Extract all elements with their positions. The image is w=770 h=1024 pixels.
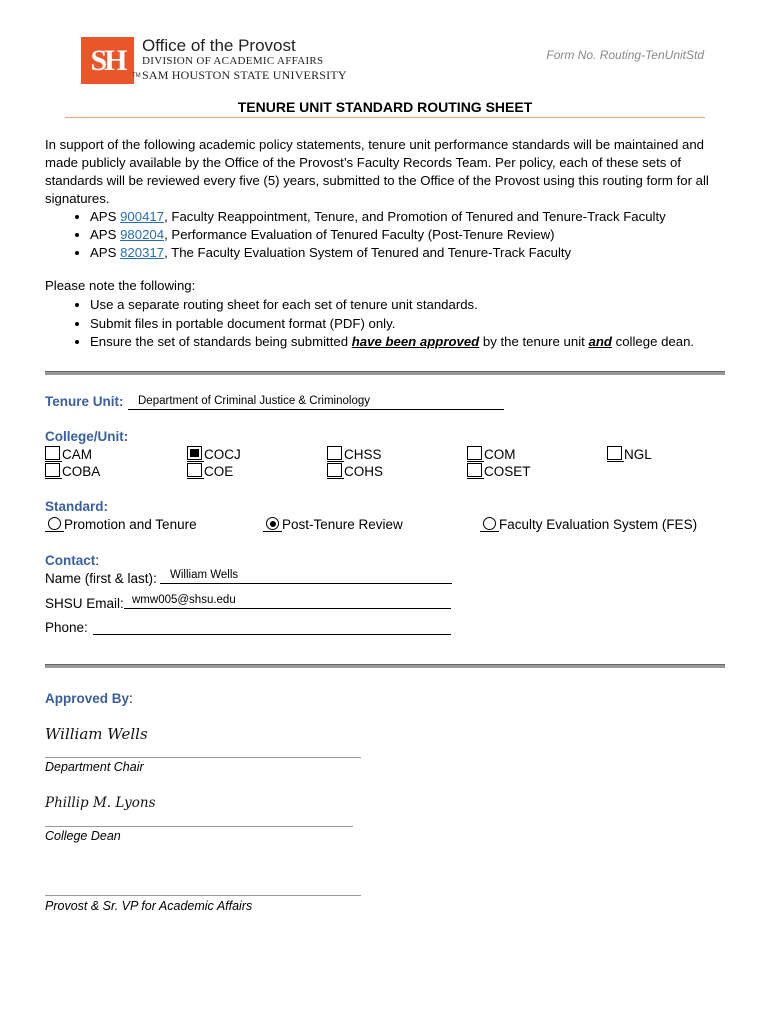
notes-list bbox=[45, 296, 745, 352]
policy-link[interactable]: 820317 bbox=[120, 245, 165, 260]
note-item: • Submit files in portable document format (PDF) only. bbox=[90, 315, 745, 334]
contact-name-label: Name (first & last): bbox=[45, 571, 157, 586]
contact-email-label: SHSU Email: bbox=[45, 596, 124, 611]
college-unit-label: College/Unit: bbox=[45, 429, 129, 444]
policy-link[interactable]: 980204 bbox=[120, 227, 165, 242]
standard-option-post-tenure[interactable]: Post-Tenure Review bbox=[263, 517, 403, 532]
college-option-cohs[interactable]: COHS bbox=[327, 463, 383, 479]
trademark-mark: TM bbox=[132, 73, 141, 79]
section-divider bbox=[45, 664, 725, 668]
college-option-coset[interactable]: COSET bbox=[467, 463, 531, 479]
radio-promotion[interactable] bbox=[48, 517, 61, 530]
university-name: SAM HOUSTON STATE UNIVERSITY bbox=[142, 68, 347, 82]
contact-name-field[interactable]: William Wells bbox=[160, 568, 452, 584]
chair-signature-line bbox=[45, 757, 361, 758]
provost-signature-line bbox=[45, 895, 361, 896]
college-option-coba[interactable]: COBA bbox=[45, 463, 100, 479]
note-item: • Use a separate routing sheet for each set of tenure unit standards. bbox=[90, 296, 745, 315]
standard-label: Standard: bbox=[45, 499, 109, 514]
section-divider bbox=[45, 371, 725, 375]
dean-signature[interactable]: Phillip M. Lyons bbox=[45, 795, 156, 811]
checkbox-cocj[interactable] bbox=[187, 446, 202, 460]
checkbox-coba[interactable] bbox=[45, 463, 60, 477]
college-option-cocj[interactable]: COCJ bbox=[187, 446, 241, 462]
university-logo: SH bbox=[81, 37, 134, 84]
checkbox-com[interactable] bbox=[467, 446, 482, 460]
contact-email-field[interactable]: wmw005@shsu.edu bbox=[124, 593, 451, 609]
standard-option-fes[interactable]: Faculty Evaluation System (FES) bbox=[480, 517, 697, 532]
dean-label: College Dean bbox=[45, 829, 121, 843]
contact-phone-label: Phone: bbox=[45, 620, 88, 635]
intro-paragraph: In support of the following academic policy statements, tenure unit performance standards will be maintained and made publicly available by the Office of the Provost’s Faculty Records Team. Per policy, each of these sets of standards will be reviewed every five (5) years, submitted to the Office of the Provost using this routing form for all signatures. bbox=[45, 137, 709, 206]
checkbox-cohs[interactable] bbox=[327, 463, 342, 477]
radio-fes[interactable] bbox=[483, 517, 496, 530]
policy-item: • APS 980204, Performance Evaluation of Tenured Faculty (Post-Tenure Review) bbox=[90, 226, 735, 244]
tenure-unit-field[interactable]: Department of Criminal Justice & Criminology bbox=[128, 394, 504, 410]
college-option-com[interactable]: COM bbox=[467, 446, 516, 462]
approved-heading: Approved By: bbox=[45, 691, 133, 706]
form-number: Form No. Routing-TenUnitStd bbox=[546, 48, 704, 62]
provost-label: Provost & Sr. VP for Academic Affairs bbox=[45, 899, 253, 913]
college-option-coe[interactable]: COE bbox=[187, 463, 233, 479]
chair-signature[interactable]: William Wells bbox=[45, 725, 148, 743]
policy-item: • APS 820317, The Faculty Evaluation System of Tenured and Tenure-Track Faculty bbox=[90, 244, 735, 262]
office-name: Office of the Provost bbox=[142, 36, 296, 55]
policy-list bbox=[45, 208, 735, 262]
dean-signature-line bbox=[45, 826, 353, 827]
radio-post-tenure[interactable] bbox=[266, 517, 279, 530]
chair-label: Department Chair bbox=[45, 760, 144, 774]
title-divider bbox=[65, 117, 705, 118]
tenure-unit-label: Tenure Unit: bbox=[45, 394, 124, 409]
college-option-chss[interactable]: CHSS bbox=[327, 446, 382, 462]
division-name: DIVISION OF ACADEMIC AFFAIRS bbox=[142, 55, 324, 67]
page-title: TENURE UNIT STANDARD ROUTING SHEET bbox=[237, 99, 533, 115]
standard-option-promotion[interactable]: Promotion and Tenure bbox=[45, 517, 197, 532]
checkbox-chss[interactable] bbox=[327, 446, 342, 460]
notes-heading: Please note the following: bbox=[45, 278, 196, 293]
checkbox-coset[interactable] bbox=[467, 463, 482, 477]
policy-link[interactable]: 900417 bbox=[120, 209, 165, 224]
contact-heading: Contact: bbox=[45, 553, 100, 568]
checkbox-cam[interactable] bbox=[45, 446, 60, 460]
contact-phone-field[interactable] bbox=[93, 619, 451, 635]
checkbox-ngl[interactable] bbox=[607, 446, 622, 460]
college-option-cam[interactable]: CAM bbox=[45, 446, 92, 462]
college-option-ngl[interactable]: NGL bbox=[607, 446, 652, 462]
intro-section bbox=[45, 136, 735, 262]
policy-item: • APS 900417, Faculty Reappointment, Tenure, and Promotion of Tenured and Tenure-Track Faculty bbox=[90, 208, 735, 226]
checkbox-coe[interactable] bbox=[187, 463, 202, 477]
note-item: • Ensure the set of standards being submitted have been approved by the tenure unit and college dean. bbox=[90, 333, 745, 352]
